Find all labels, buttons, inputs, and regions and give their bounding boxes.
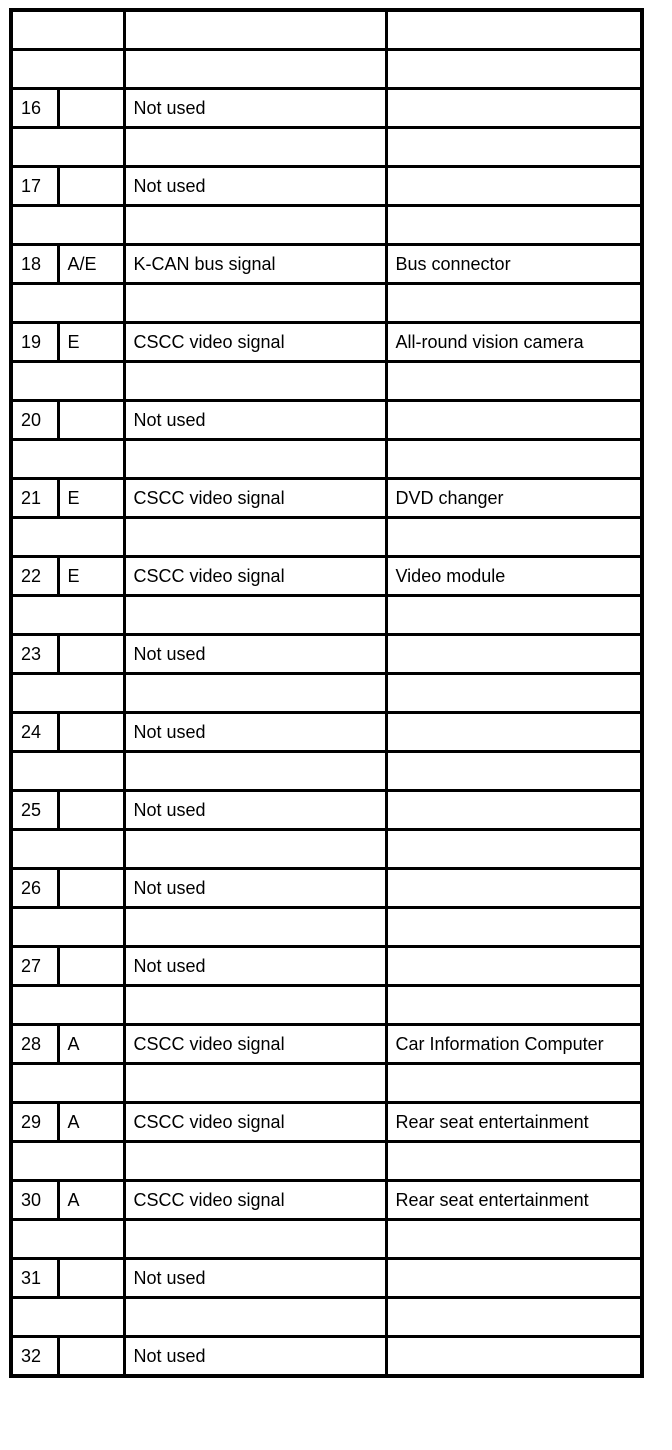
pin-assignment-table (9, 8, 644, 1378)
spacer-row (11, 908, 642, 947)
table-row (11, 323, 642, 362)
signal-cell: Not used (124, 1337, 386, 1377)
connection-cell (386, 10, 642, 50)
spacer-cell-connection (386, 50, 642, 89)
spacer-row (11, 206, 642, 245)
type-cell: A (58, 1025, 124, 1064)
pin-cell: 31 (11, 1259, 58, 1298)
signal-cell: Not used (124, 89, 386, 128)
connection-cell (386, 167, 642, 206)
table-row (11, 1181, 642, 1220)
pin-cell: 23 (11, 635, 58, 674)
spacer-cell-signal (124, 752, 386, 791)
spacer-cell-signal (124, 1064, 386, 1103)
spacer-cell-signal (124, 830, 386, 869)
connection-cell: Rear seat entertainment (386, 1181, 642, 1220)
spacer-row (11, 986, 642, 1025)
pin-cell: 30 (11, 1181, 58, 1220)
spacer-cell-connection (386, 596, 642, 635)
type-cell (58, 713, 124, 752)
pin-cell: 21 (11, 479, 58, 518)
table-row (11, 1337, 642, 1377)
type-cell (58, 167, 124, 206)
spacer-cell-signal (124, 1220, 386, 1259)
signal-cell: CSCC video signal (124, 557, 386, 596)
spacer-cell-signal (124, 50, 386, 89)
signal-cell (124, 10, 386, 50)
signal-cell: CSCC video signal (124, 479, 386, 518)
spacer-cell-pin (11, 128, 124, 167)
signal-cell: Not used (124, 635, 386, 674)
spacer-cell-connection (386, 908, 642, 947)
table-row (11, 89, 642, 128)
table-row (11, 947, 642, 986)
spacer-cell-connection (386, 830, 642, 869)
table-row (11, 557, 642, 596)
spacer-cell-connection (386, 674, 642, 713)
pin-cell: 26 (11, 869, 58, 908)
spacer-cell-connection (386, 518, 642, 557)
spacer-cell-pin (11, 1142, 124, 1181)
spacer-row (11, 830, 642, 869)
spacer-row (11, 1142, 642, 1181)
spacer-cell-signal (124, 908, 386, 947)
spacer-row (11, 674, 642, 713)
spacer-cell-pin (11, 518, 124, 557)
spacer-cell-signal (124, 440, 386, 479)
table-row (11, 1259, 642, 1298)
spacer-cell-signal (124, 596, 386, 635)
spacer-cell-signal (124, 128, 386, 167)
table-row (11, 1103, 642, 1142)
spacer-cell-pin (11, 908, 124, 947)
pin-cell: 28 (11, 1025, 58, 1064)
connection-cell: Bus connector (386, 245, 642, 284)
table-row (11, 401, 642, 440)
spacer-cell-pin (11, 440, 124, 479)
table-row (11, 245, 642, 284)
spacer-row (11, 50, 642, 89)
table-row (11, 479, 642, 518)
spacer-cell-pin (11, 986, 124, 1025)
connection-cell (386, 713, 642, 752)
spacer-cell-connection (386, 206, 642, 245)
spacer-cell-connection (386, 1220, 642, 1259)
signal-cell: CSCC video signal (124, 1025, 386, 1064)
spacer-cell-signal (124, 518, 386, 557)
spacer-cell-signal (124, 986, 386, 1025)
pin-cell: 32 (11, 1337, 58, 1377)
type-cell: A (58, 1103, 124, 1142)
spacer-row (11, 1220, 642, 1259)
type-cell (58, 869, 124, 908)
spacer-cell-connection (386, 440, 642, 479)
spacer-cell-connection (386, 752, 642, 791)
type-cell (58, 1259, 124, 1298)
type-cell (58, 947, 124, 986)
pin-cell: 17 (11, 167, 58, 206)
pin-cell: 22 (11, 557, 58, 596)
type-cell (58, 1337, 124, 1377)
connection-cell: All-round vision camera (386, 323, 642, 362)
spacer-cell-connection (386, 1298, 642, 1337)
pin-cell: 16 (11, 89, 58, 128)
connection-cell: DVD changer (386, 479, 642, 518)
table-row (11, 167, 642, 206)
spacer-cell-connection (386, 986, 642, 1025)
spacer-cell-pin (11, 1220, 124, 1259)
spacer-cell-connection (386, 284, 642, 323)
spacer-cell-signal (124, 206, 386, 245)
spacer-row (11, 596, 642, 635)
type-cell: E (58, 479, 124, 518)
table-row (11, 713, 642, 752)
spacer-cell-signal (124, 284, 386, 323)
type-cell: A (58, 1181, 124, 1220)
signal-cell: Not used (124, 167, 386, 206)
spacer-row (11, 752, 642, 791)
pin-cell: 19 (11, 323, 58, 362)
type-cell (58, 791, 124, 830)
spacer-row (11, 440, 642, 479)
signal-cell: CSCC video signal (124, 1103, 386, 1142)
type-cell (58, 401, 124, 440)
signal-cell: CSCC video signal (124, 1181, 386, 1220)
pin-cell: 27 (11, 947, 58, 986)
type-cell (58, 635, 124, 674)
type-cell: E (58, 557, 124, 596)
table-row (11, 635, 642, 674)
connection-cell (386, 869, 642, 908)
spacer-row (11, 284, 642, 323)
spacer-cell-connection (386, 1142, 642, 1181)
spacer-cell-pin (11, 284, 124, 323)
spacer-row (11, 1064, 642, 1103)
signal-cell: Not used (124, 401, 386, 440)
connection-cell (386, 1259, 642, 1298)
spacer-cell-connection (386, 1064, 642, 1103)
spacer-cell-pin (11, 1064, 124, 1103)
table-row (11, 791, 642, 830)
pin-cell: 20 (11, 401, 58, 440)
type-cell: E (58, 323, 124, 362)
pin-cell: 29 (11, 1103, 58, 1142)
spacer-cell-pin (11, 674, 124, 713)
spacer-cell-signal (124, 362, 386, 401)
pin-cell (11, 10, 124, 50)
spacer-cell-connection (386, 128, 642, 167)
signal-cell: Not used (124, 947, 386, 986)
spacer-cell-pin (11, 206, 124, 245)
connection-cell (386, 635, 642, 674)
spacer-cell-pin (11, 362, 124, 401)
spacer-row (11, 128, 642, 167)
connection-cell (386, 1337, 642, 1377)
connection-cell (386, 791, 642, 830)
spacer-cell-connection (386, 362, 642, 401)
pin-cell: 25 (11, 791, 58, 830)
connection-cell (386, 401, 642, 440)
spacer-row (11, 1298, 642, 1337)
signal-cell: CSCC video signal (124, 323, 386, 362)
pin-cell: 18 (11, 245, 58, 284)
table-row (11, 1025, 642, 1064)
spacer-cell-pin (11, 752, 124, 791)
spacer-cell-pin (11, 596, 124, 635)
spacer-cell-pin (11, 1298, 124, 1337)
pin-cell: 24 (11, 713, 58, 752)
connection-cell: Car Information Computer (386, 1025, 642, 1064)
table-row (11, 869, 642, 908)
spacer-cell-signal (124, 674, 386, 713)
spacer-row (11, 362, 642, 401)
connection-cell (386, 89, 642, 128)
signal-cell: Not used (124, 1259, 386, 1298)
connection-cell: Rear seat entertainment (386, 1103, 642, 1142)
spacer-cell-signal (124, 1298, 386, 1337)
type-cell: A/E (58, 245, 124, 284)
signal-cell: Not used (124, 869, 386, 908)
type-cell (58, 89, 124, 128)
connection-cell (386, 947, 642, 986)
pin-table-body (11, 10, 642, 1376)
spacer-row (11, 518, 642, 557)
spacer-cell-pin (11, 830, 124, 869)
spacer-cell-pin (11, 50, 124, 89)
connection-cell: Video module (386, 557, 642, 596)
signal-cell: K-CAN bus signal (124, 245, 386, 284)
signal-cell: Not used (124, 791, 386, 830)
signal-cell: Not used (124, 713, 386, 752)
table-row (11, 10, 642, 50)
spacer-cell-signal (124, 1142, 386, 1181)
